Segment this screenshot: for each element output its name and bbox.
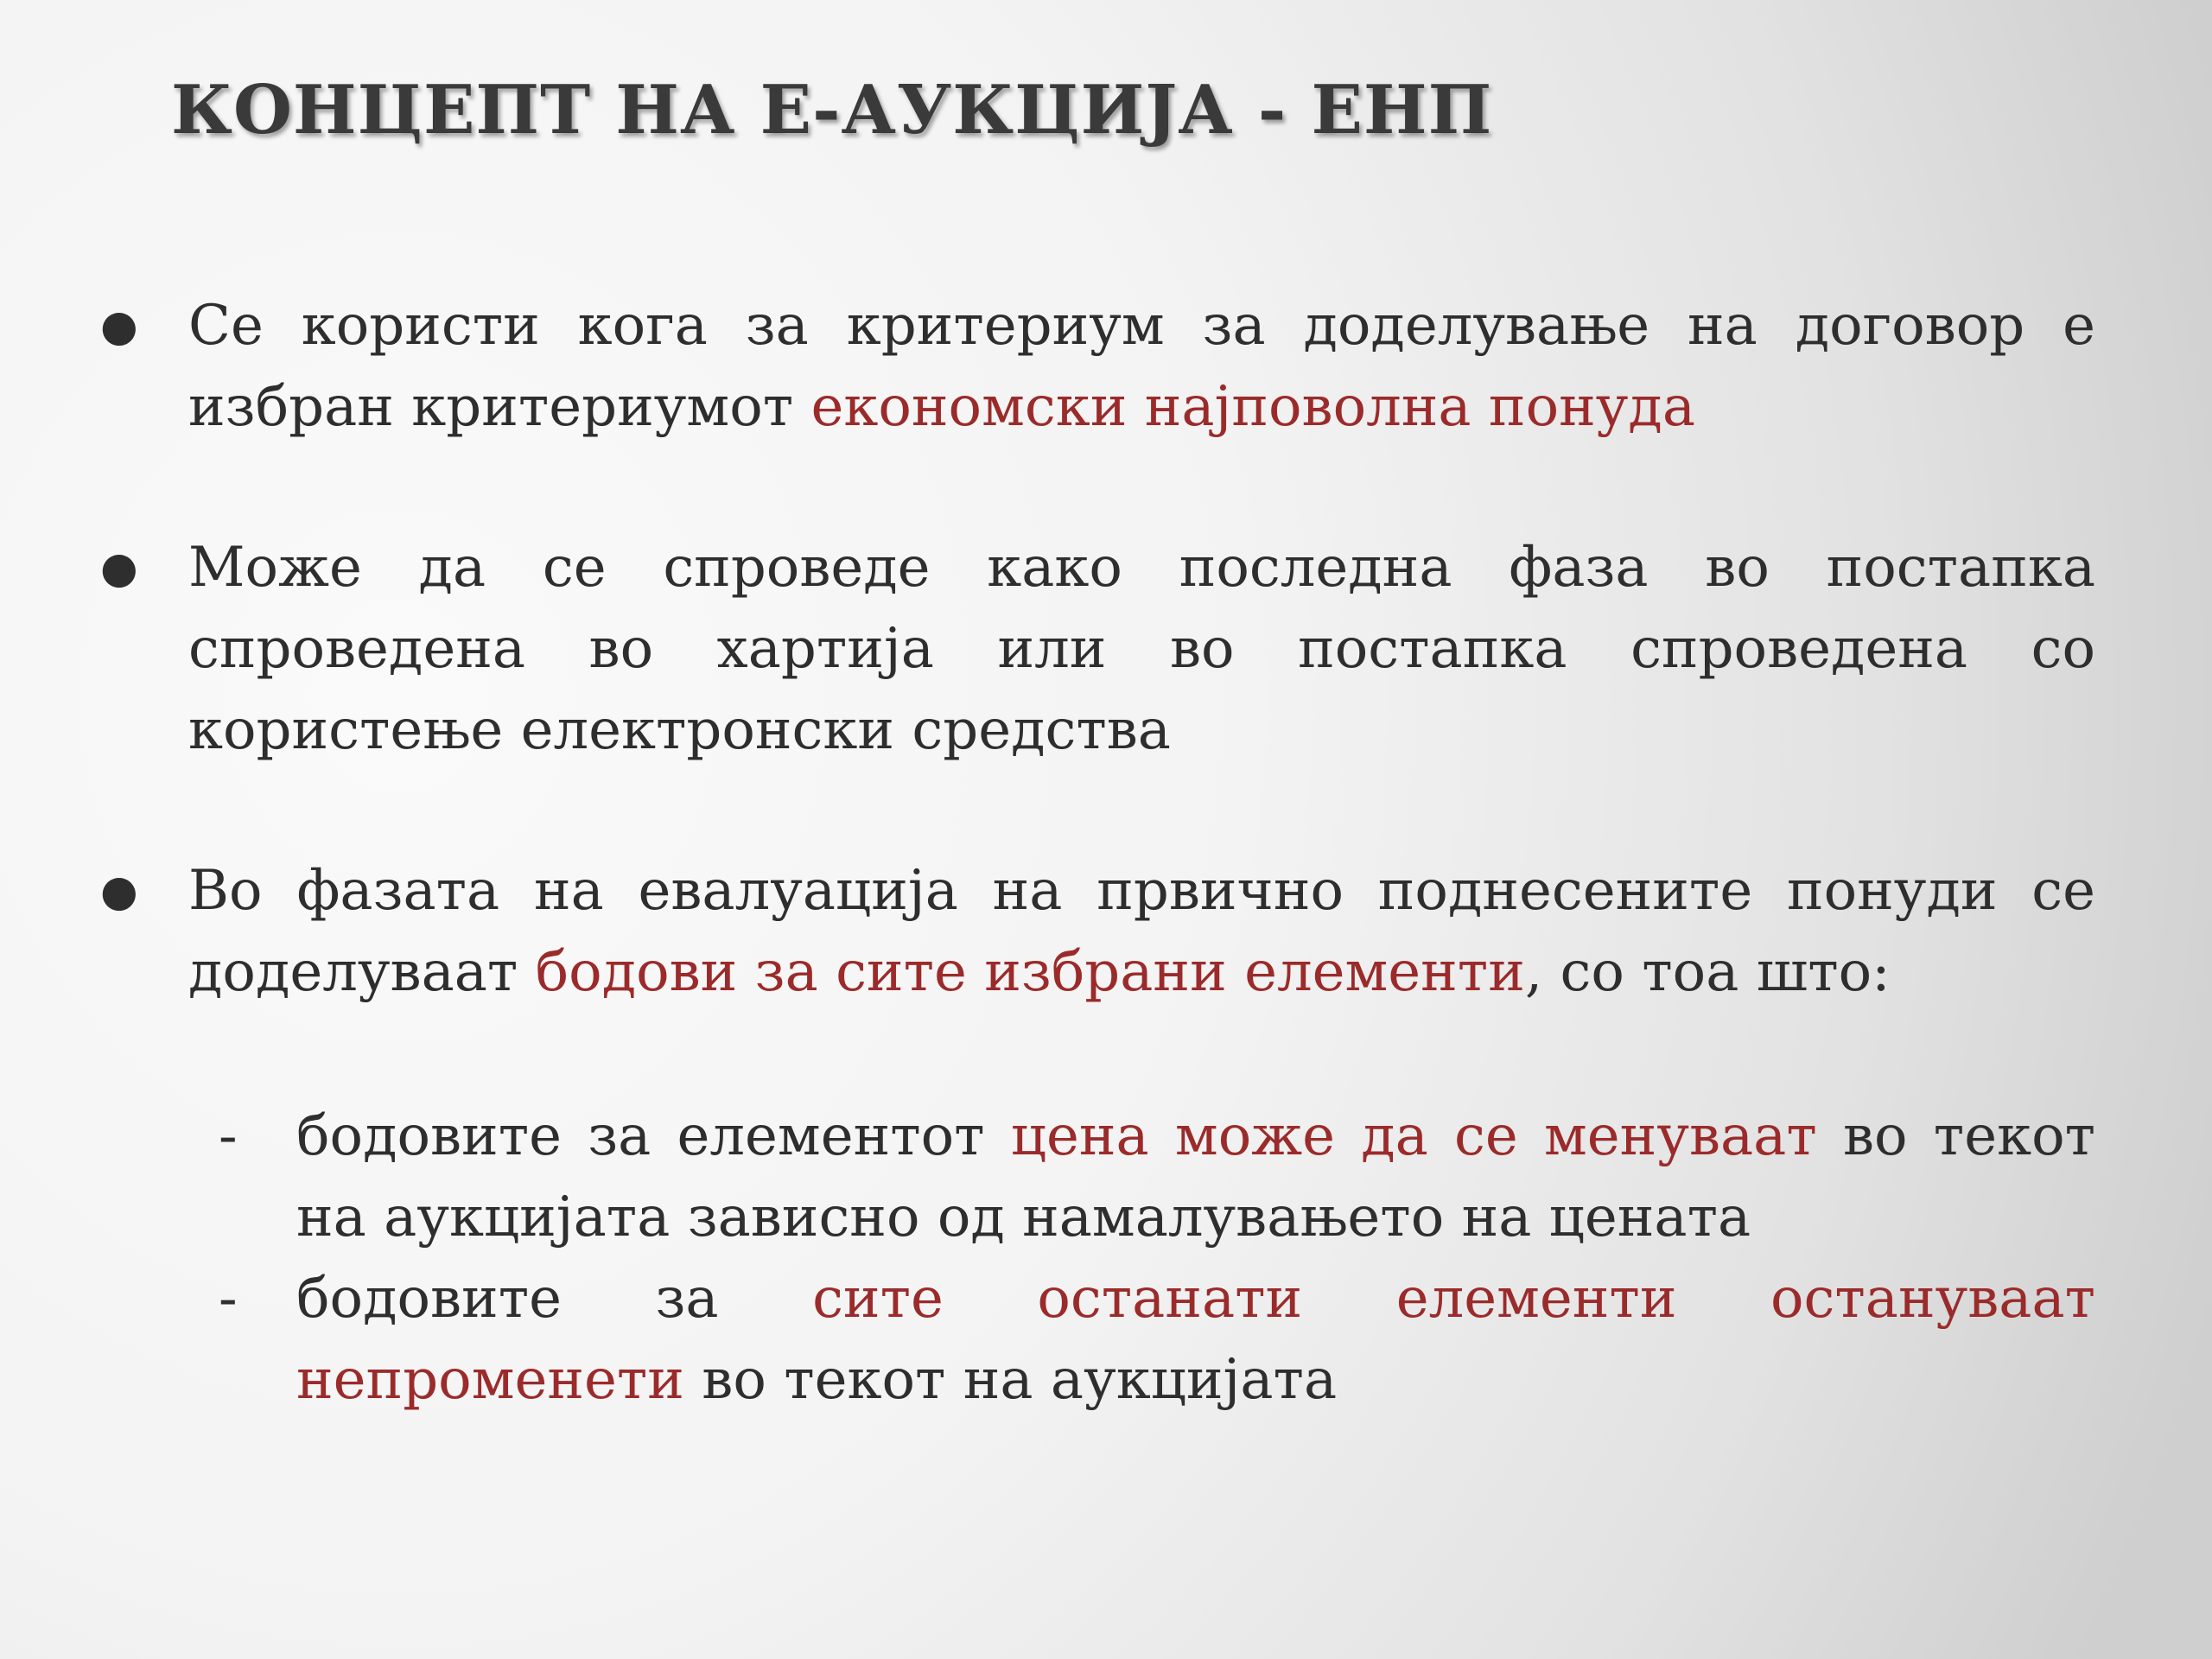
bullet-1-highlight: економски најповолна понуда xyxy=(810,375,1695,439)
bullet-3-text: Во фазата на евалуација на првично поднесените понуди се доделуваат xyxy=(188,859,2095,1004)
bullet-dot-icon: ● xyxy=(100,866,138,916)
sub-item-2-highlight: сите останати елементи остануваат непроменети xyxy=(296,1267,2096,1412)
bullet-2-text: Може да се спроведе како последна фаза во постапка спроведена во хартија или во постапка спроведена со користење електронски средства xyxy=(188,536,2095,762)
bullet-item-1 xyxy=(95,285,2095,448)
sub-list xyxy=(95,1096,2095,1421)
slide-content xyxy=(95,285,2095,1421)
sub-item-1-highlight: цена може да се менуваат xyxy=(1010,1104,1817,1168)
bullet-1-text: Се користи кога за критериум за доделување на договор е избран критериумот xyxy=(188,294,2095,439)
bullet-item-3 xyxy=(95,850,2095,1013)
dash-icon: - xyxy=(219,1104,238,1168)
bullet-item-2 xyxy=(95,527,2095,771)
sub-item-1-text-end: во текот на аукцијата зависно од намалувањето на цената xyxy=(296,1104,2096,1249)
slide-title: КОНЦЕПТ НА Е-АУКЦИЈА - ЕНП xyxy=(171,71,1493,149)
sub-item-1 xyxy=(219,1096,2096,1258)
bullet-3-text-end: , со тоа што: xyxy=(1524,940,1891,1004)
sub-item-2 xyxy=(219,1258,2096,1421)
dash-icon: - xyxy=(219,1267,238,1331)
bullet-3-highlight: бодови за сите избрани елементи xyxy=(535,940,1525,1004)
sub-item-2-text-end: во текот на аукцијата xyxy=(683,1348,1338,1412)
bullet-dot-icon: ● xyxy=(100,543,138,593)
sub-item-2-text: бодовите за xyxy=(296,1267,813,1331)
bullet-dot-icon: ● xyxy=(100,301,138,351)
sub-item-1-text: бодовите за елементот xyxy=(296,1104,1011,1168)
